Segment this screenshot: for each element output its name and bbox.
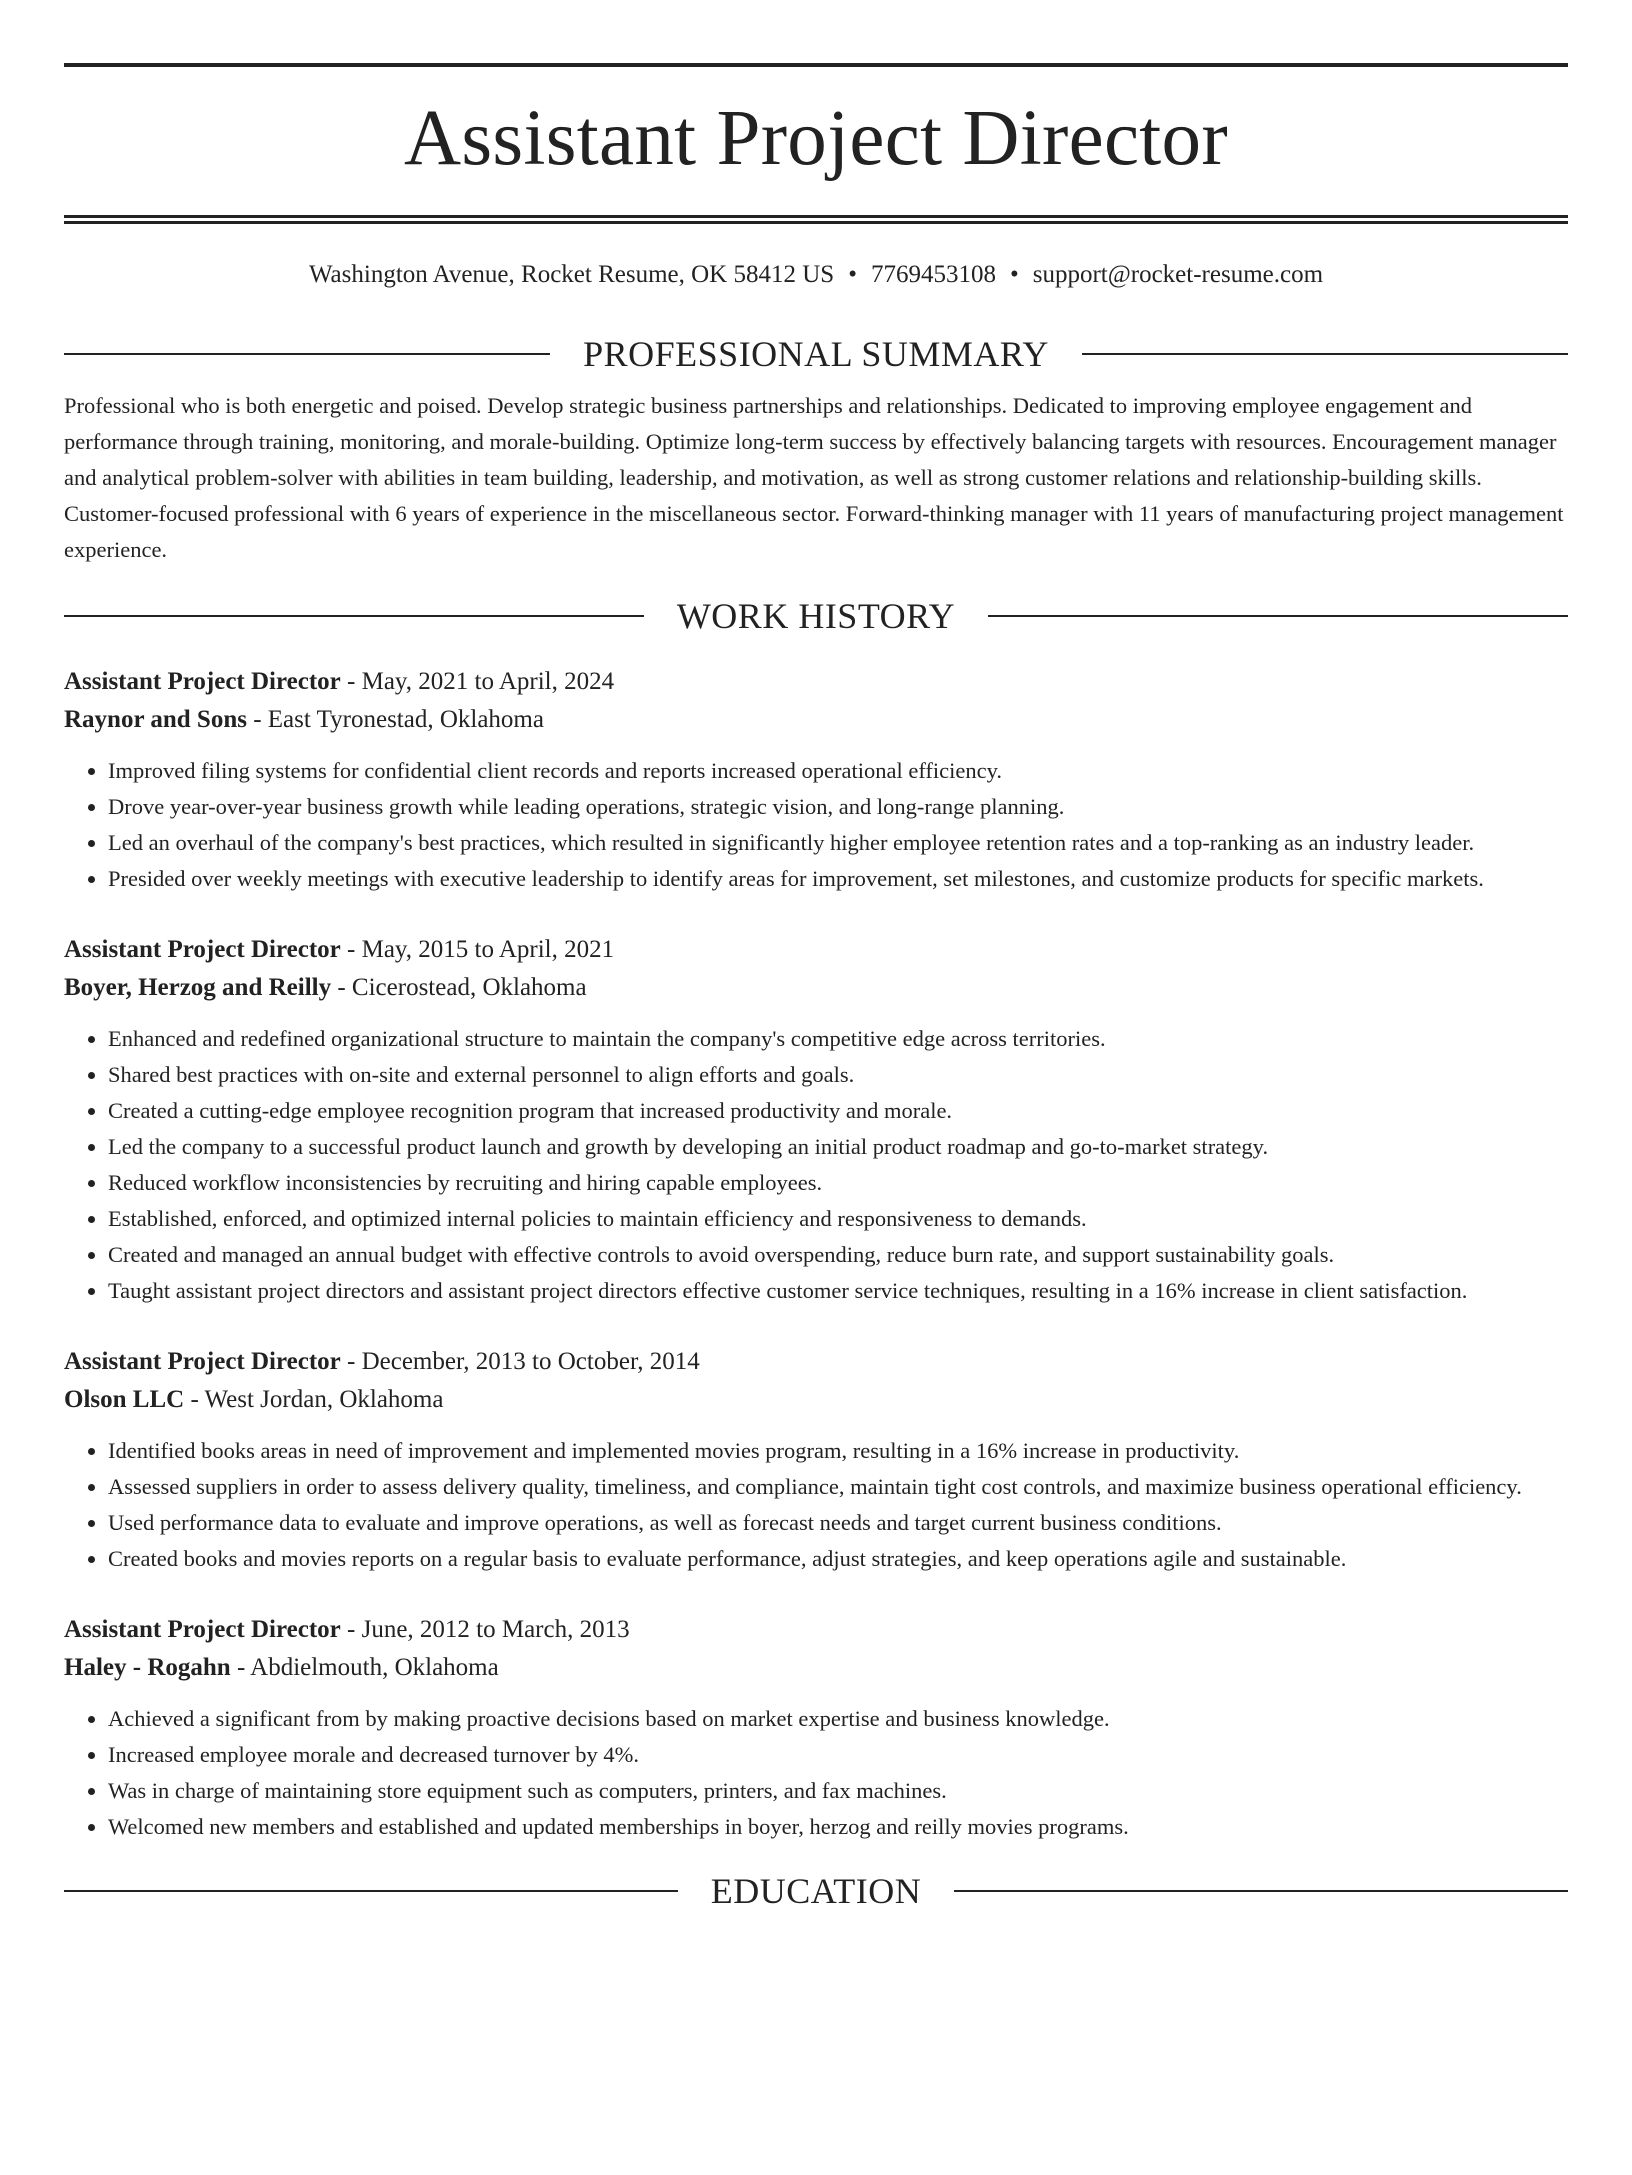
job-location: - West Jordan, Oklahoma [190,1386,444,1413]
contact-separator: • [848,261,857,288]
duty-item: • Reduced workflow inconsistencies by recruiting and hiring capable employees. [108,1165,1568,1201]
duty-item: • Achieved a significant from by making proactive decisions based on market expertise and business knowledge. [108,1701,1568,1737]
job-dates: - June, 2012 to March, 2013 [347,1616,630,1643]
contact-separator: • [1009,261,1019,288]
job-entry [64,1343,1568,1577]
heading-rule-right [1082,353,1568,355]
double-rule [64,215,1568,224]
job-title: Assistant Project Director [64,668,341,695]
job-entry [64,1611,1568,1845]
job-company: Olson LLC [64,1386,185,1413]
job-title-line [64,1611,1568,1649]
job-title-line [64,663,1568,701]
job-location: - Abdielmouth, Oklahoma [236,1654,499,1681]
heading-rule-right [954,1890,1568,1892]
job-entry [64,931,1568,1309]
job-entry [64,663,1568,897]
job-title: Assistant Project Director [64,1348,341,1375]
heading-rule-right [988,615,1568,617]
work-section-heading [64,594,1568,638]
duty-item: • Taught assistant project directors and assistant project directors effective customer service techniques, resulting in a 16% increase in client satisfaction. [108,1273,1568,1309]
job-company-line [64,1649,1568,1687]
job-dates: - December, 2013 to October, 2014 [347,1348,700,1375]
duty-item: • Presided over weekly meetings with executive leadership to identify areas for improvement, set milestones, and customize products for specific markets. [108,861,1568,897]
duty-item: • Identified books areas in need of improvement and implemented movies program, resulting in a 16% increase in productivity. [108,1433,1568,1469]
heading-rule-left [64,615,644,617]
education-section-heading [64,1869,1568,1913]
job-location: - East Tyronestad, Oklahoma [253,706,544,733]
duty-item: • Shared best practices with on-site and external personnel to align efforts and goals. [108,1057,1568,1093]
summary-section-title: PROFESSIONAL SUMMARY [583,334,1049,374]
duty-item: • Was in charge of maintaining store equipment such as computers, printers, and fax machines. [108,1773,1568,1809]
contact-email: support@rocket-resume.com [1032,261,1324,288]
duty-item: • Drove year-over-year business growth while leading operations, strategic vision, and long-range planning. [108,789,1568,825]
heading-rule-left [64,1890,678,1892]
duty-item: • Created and managed an annual budget with effective controls to avoid overspending, reduce burn rate, and support sustainability goals. [108,1237,1568,1273]
job-duties-list [64,1433,1568,1577]
duty-item: • Led the company to a successful product launch and growth by developing an initial product roadmap and go-to-market strategy. [108,1129,1568,1165]
job-dates: - May, 2021 to April, 2024 [347,668,615,695]
job-company: Haley - Rogahn [64,1654,231,1681]
work-history-list [64,663,1568,1845]
duty-item: • Improved filing systems for confidential client records and reports increased operational efficiency. [108,753,1568,789]
top-rule [64,63,1568,67]
duty-item: • Led an overhaul of the company's best practices, which resulted in significantly higher employee retention rates and a top-ranking as an industry leader. [108,825,1568,861]
job-company: Boyer, Herzog and Reilly [64,974,332,1001]
summary-section-heading [64,332,1568,376]
duty-item: • Used performance data to evaluate and improve operations, as well as forecast needs and target current business conditions. [108,1505,1568,1541]
heading-rule-left [64,353,550,355]
job-company-line [64,969,1568,1007]
duty-item: • Increased employee morale and decreased turnover by 4%. [108,1737,1568,1773]
education-section-title: EDUCATION [710,1871,922,1911]
job-dates: - May, 2015 to April, 2021 [347,936,615,963]
job-duties-list [64,753,1568,897]
job-duties-list [64,1021,1568,1309]
job-title-line [64,1343,1568,1381]
duty-item: • Created a cutting-edge employee recognition program that increased productivity and morale. [108,1093,1568,1129]
duty-item: • Enhanced and redefined organizational structure to maintain the company's competitive edge across territories. [108,1021,1568,1057]
job-title-line [64,931,1568,969]
contact-address: Washington Avenue, Rocket Resume, OK 58412 US [308,261,835,288]
duty-item: • Established, enforced, and optimized internal policies to maintain efficiency and responsiveness to demands. [108,1201,1568,1237]
resume-page [0,63,1632,2175]
duty-item: • Created books and movies reports on a regular basis to evaluate performance, adjust strategies, and keep operations agile and sustainable. [108,1541,1568,1577]
job-title: Assistant Project Director [64,1616,341,1643]
job-location: - Cicerostead, Oklahoma [337,974,587,1001]
duty-item: • Welcomed new members and established and updated memberships in boyer, herzog and reilly movies programs. [108,1809,1568,1845]
summary-text: Professional who is both energetic and poised. Develop strategic business partnerships and relationships. Dedicated to improving employee engagement and performance through training, monitoring, and morale-building. Optimize long-term success by effectively balancing targets with resources. Encouragement manager and analytical problem-solver with abilities in team building, leadership, and motivation, as well as strong customer relations and relationship-building skills. Customer-focused professional with 6 years of experience in the miscellaneous sector. Forward-thinking manager with 11 years of manufacturing project management experience. [64,393,1564,562]
work-section-title: WORK HISTORY [676,596,956,636]
contact-line [64,259,1568,291]
duty-item: • Assessed suppliers in order to assess delivery quality, timeliness, and compliance, maintain tight cost controls, and maximize business operational efficiency. [108,1469,1568,1505]
job-company: Raynor and Sons [64,706,247,733]
contact-phone: 7769453108 [870,261,996,288]
candidate-name: Assistant Project Director [404,95,1228,182]
job-title: Assistant Project Director [64,936,341,963]
job-company-line [64,701,1568,739]
job-company-line [64,1381,1568,1419]
job-duties-list [64,1701,1568,1845]
